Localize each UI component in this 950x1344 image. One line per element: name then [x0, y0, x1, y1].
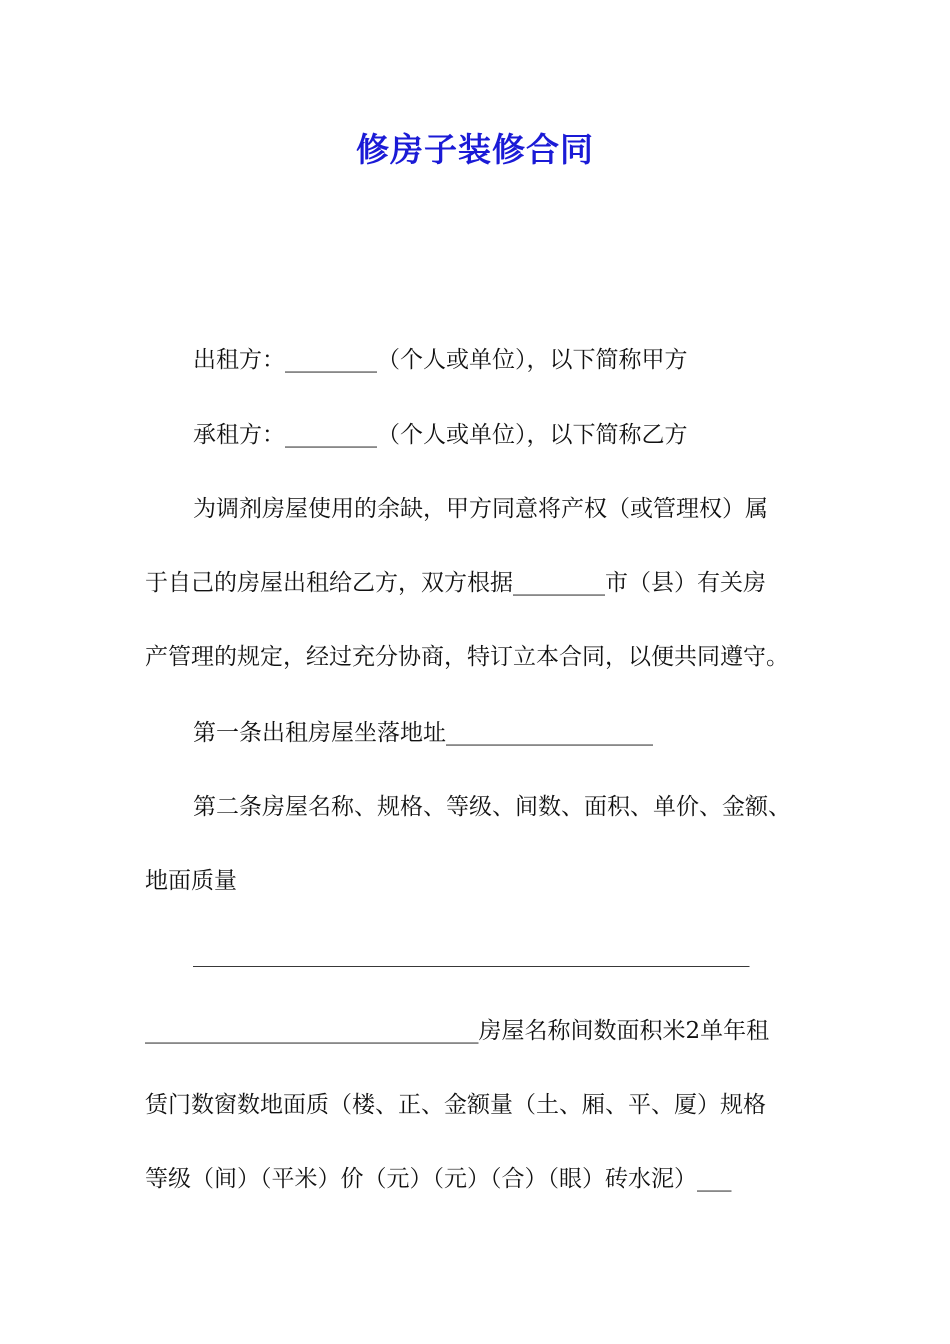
- article-2-line-1: 第二条房屋名称、规格、等级、间数、面积、单价、金额、: [193, 794, 791, 820]
- lessee-line: 承租方：________（个人或单位），以下简称乙方: [193, 422, 688, 448]
- table-text-line-2: 赁门数窗数地面质（楼、正、金额量（土、厢、平、厦）规格: [145, 1092, 766, 1118]
- document-title: 修房子装修合同: [356, 130, 594, 169]
- preamble-line-3: 产管理的规定，经过充分协商，特订立本合同，以便共同遵守。: [145, 644, 789, 670]
- table-text-line-3: 等级（间）（平米）价（元）（元）（合）（眼）砖水泥）___: [145, 1166, 732, 1192]
- article-2-line-2: 地面质量: [145, 868, 237, 894]
- preamble-line-1: 为调剂房屋使用的余缺，甲方同意将产权（或管理权）属: [193, 496, 768, 522]
- article-1-line: 第一条出租房屋坐落地址__________________: [193, 720, 653, 746]
- lessor-line: 出租方：________（个人或单位），以下简称甲方: [193, 347, 688, 373]
- blank-fill-line: _____________________________________________________: [193, 943, 750, 967]
- preamble-line-2: 于自己的房屋出租给乙方，双方根据________市（县）有关房: [145, 570, 766, 596]
- table-text-line-1: _____________________________房屋名称间数面积米2单年租: [145, 1018, 770, 1044]
